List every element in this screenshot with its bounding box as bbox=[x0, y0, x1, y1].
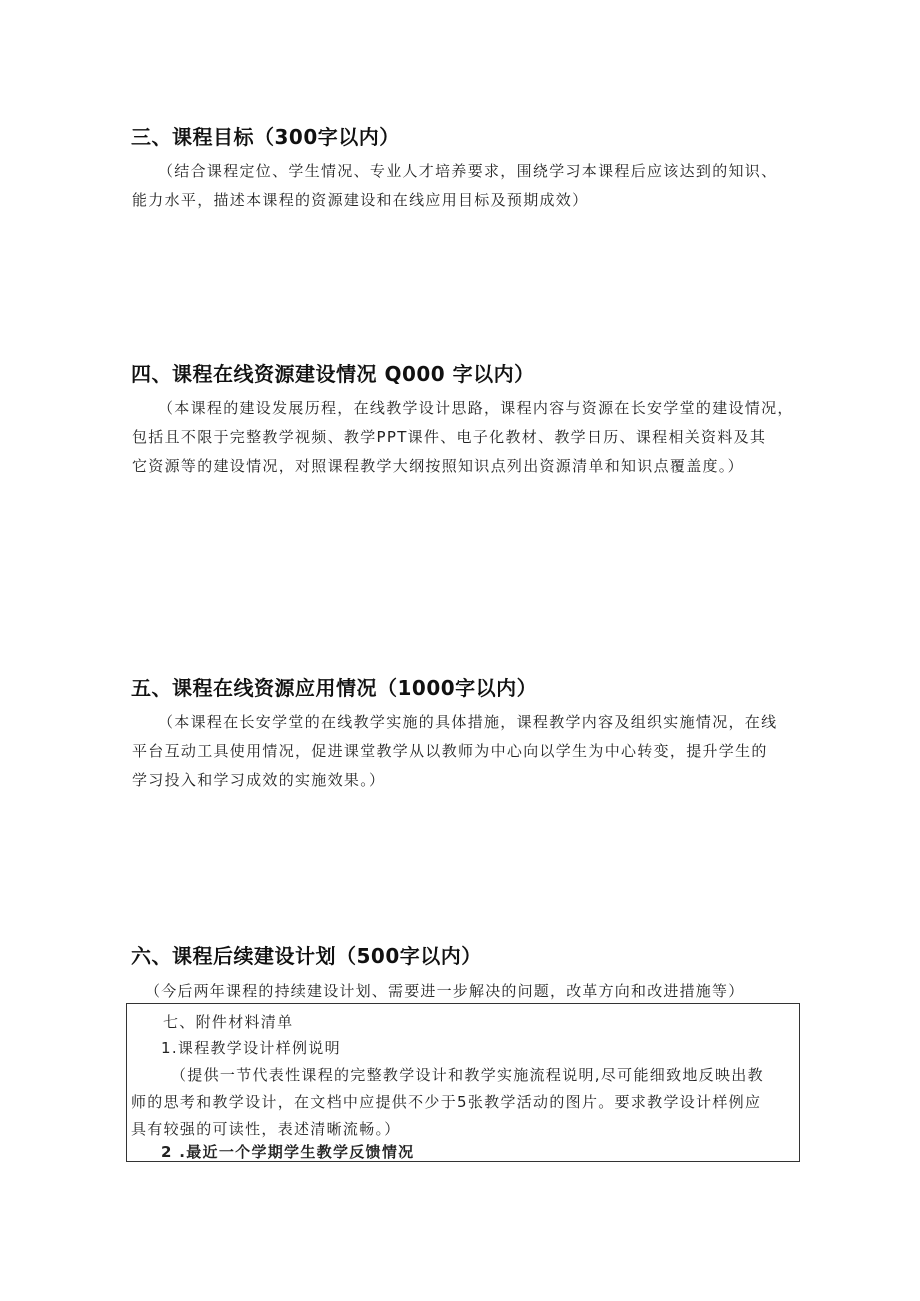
section-4-desc-line: 包括且不限于完整教学视频、教学PPT课件、电子化教材、教学日历、课程相关资料及其 bbox=[132, 428, 767, 446]
section-5-desc-line: 学习投入和学习成效的实施效果。） bbox=[132, 771, 386, 789]
section-5-desc-line: （本课程在长安学堂的在线教学实施的具体措施，课程教学内容及组织实施情况，在线 bbox=[158, 713, 778, 731]
annex-desc-line: 师的思考和教学设计，在文档中应提供不少于5张教学活动的图片。要求教学设计样例应 bbox=[131, 1093, 762, 1111]
section-5-description bbox=[132, 708, 778, 795]
annex-item-1: 1.课程教学设计样例说明 bbox=[161, 1039, 341, 1057]
annex-item-2: 2 .最近一个学期学生教学反馈情况 bbox=[161, 1143, 415, 1161]
section-5-title: 五、课程在线资源应用情况（1000字以内） bbox=[131, 676, 538, 700]
annex-materials-box bbox=[126, 1003, 800, 1162]
section-3-desc-line: 能力水平，描述本课程的资源建设和在线应用目标及预期成效） bbox=[132, 191, 589, 209]
section-7-title: 七、附件材料清单 bbox=[163, 1013, 294, 1031]
section-3-desc-line: （结合课程定位、学生情况、专业人才培养要求，围绕学习本课程后应该达到的知识、 bbox=[158, 162, 778, 180]
section-3-title: 三、课程目标（300字以内） bbox=[131, 125, 400, 149]
section-4-title: 四、课程在线资源建设情况 Q000 字以内） bbox=[131, 362, 535, 386]
annex-desc-line: 具有较强的可读性，表述清晰流畅。） bbox=[131, 1120, 401, 1138]
annex-item-1-description bbox=[131, 1062, 764, 1143]
section-4-desc-line: （本课程的建设发展历程，在线教学设计思路，课程内容与资源在长安学堂的建设情况， bbox=[158, 399, 794, 417]
section-4-description bbox=[132, 394, 794, 481]
section-6-description: （今后两年课程的持续建设计划、需要进一步解决的问题，改革方向和改进措施等） bbox=[145, 982, 745, 1000]
section-4-desc-line: 它资源等的建设情况，对照课程教学大纲按照知识点列出资源清单和知识点覆盖度。） bbox=[132, 457, 744, 475]
annex-desc-line: （提供一节代表性课程的完整教学设计和教学实施流程说明,尽可能细致地反映出教 bbox=[171, 1066, 764, 1084]
section-3-description bbox=[132, 157, 778, 215]
section-5-desc-line: 平台互动工具使用情况，促进课堂教学从以教师为中心向以学生为中心转变，提升学生的 bbox=[132, 742, 768, 760]
section-6-title: 六、课程后续建设计划（500字以内） bbox=[131, 944, 482, 968]
